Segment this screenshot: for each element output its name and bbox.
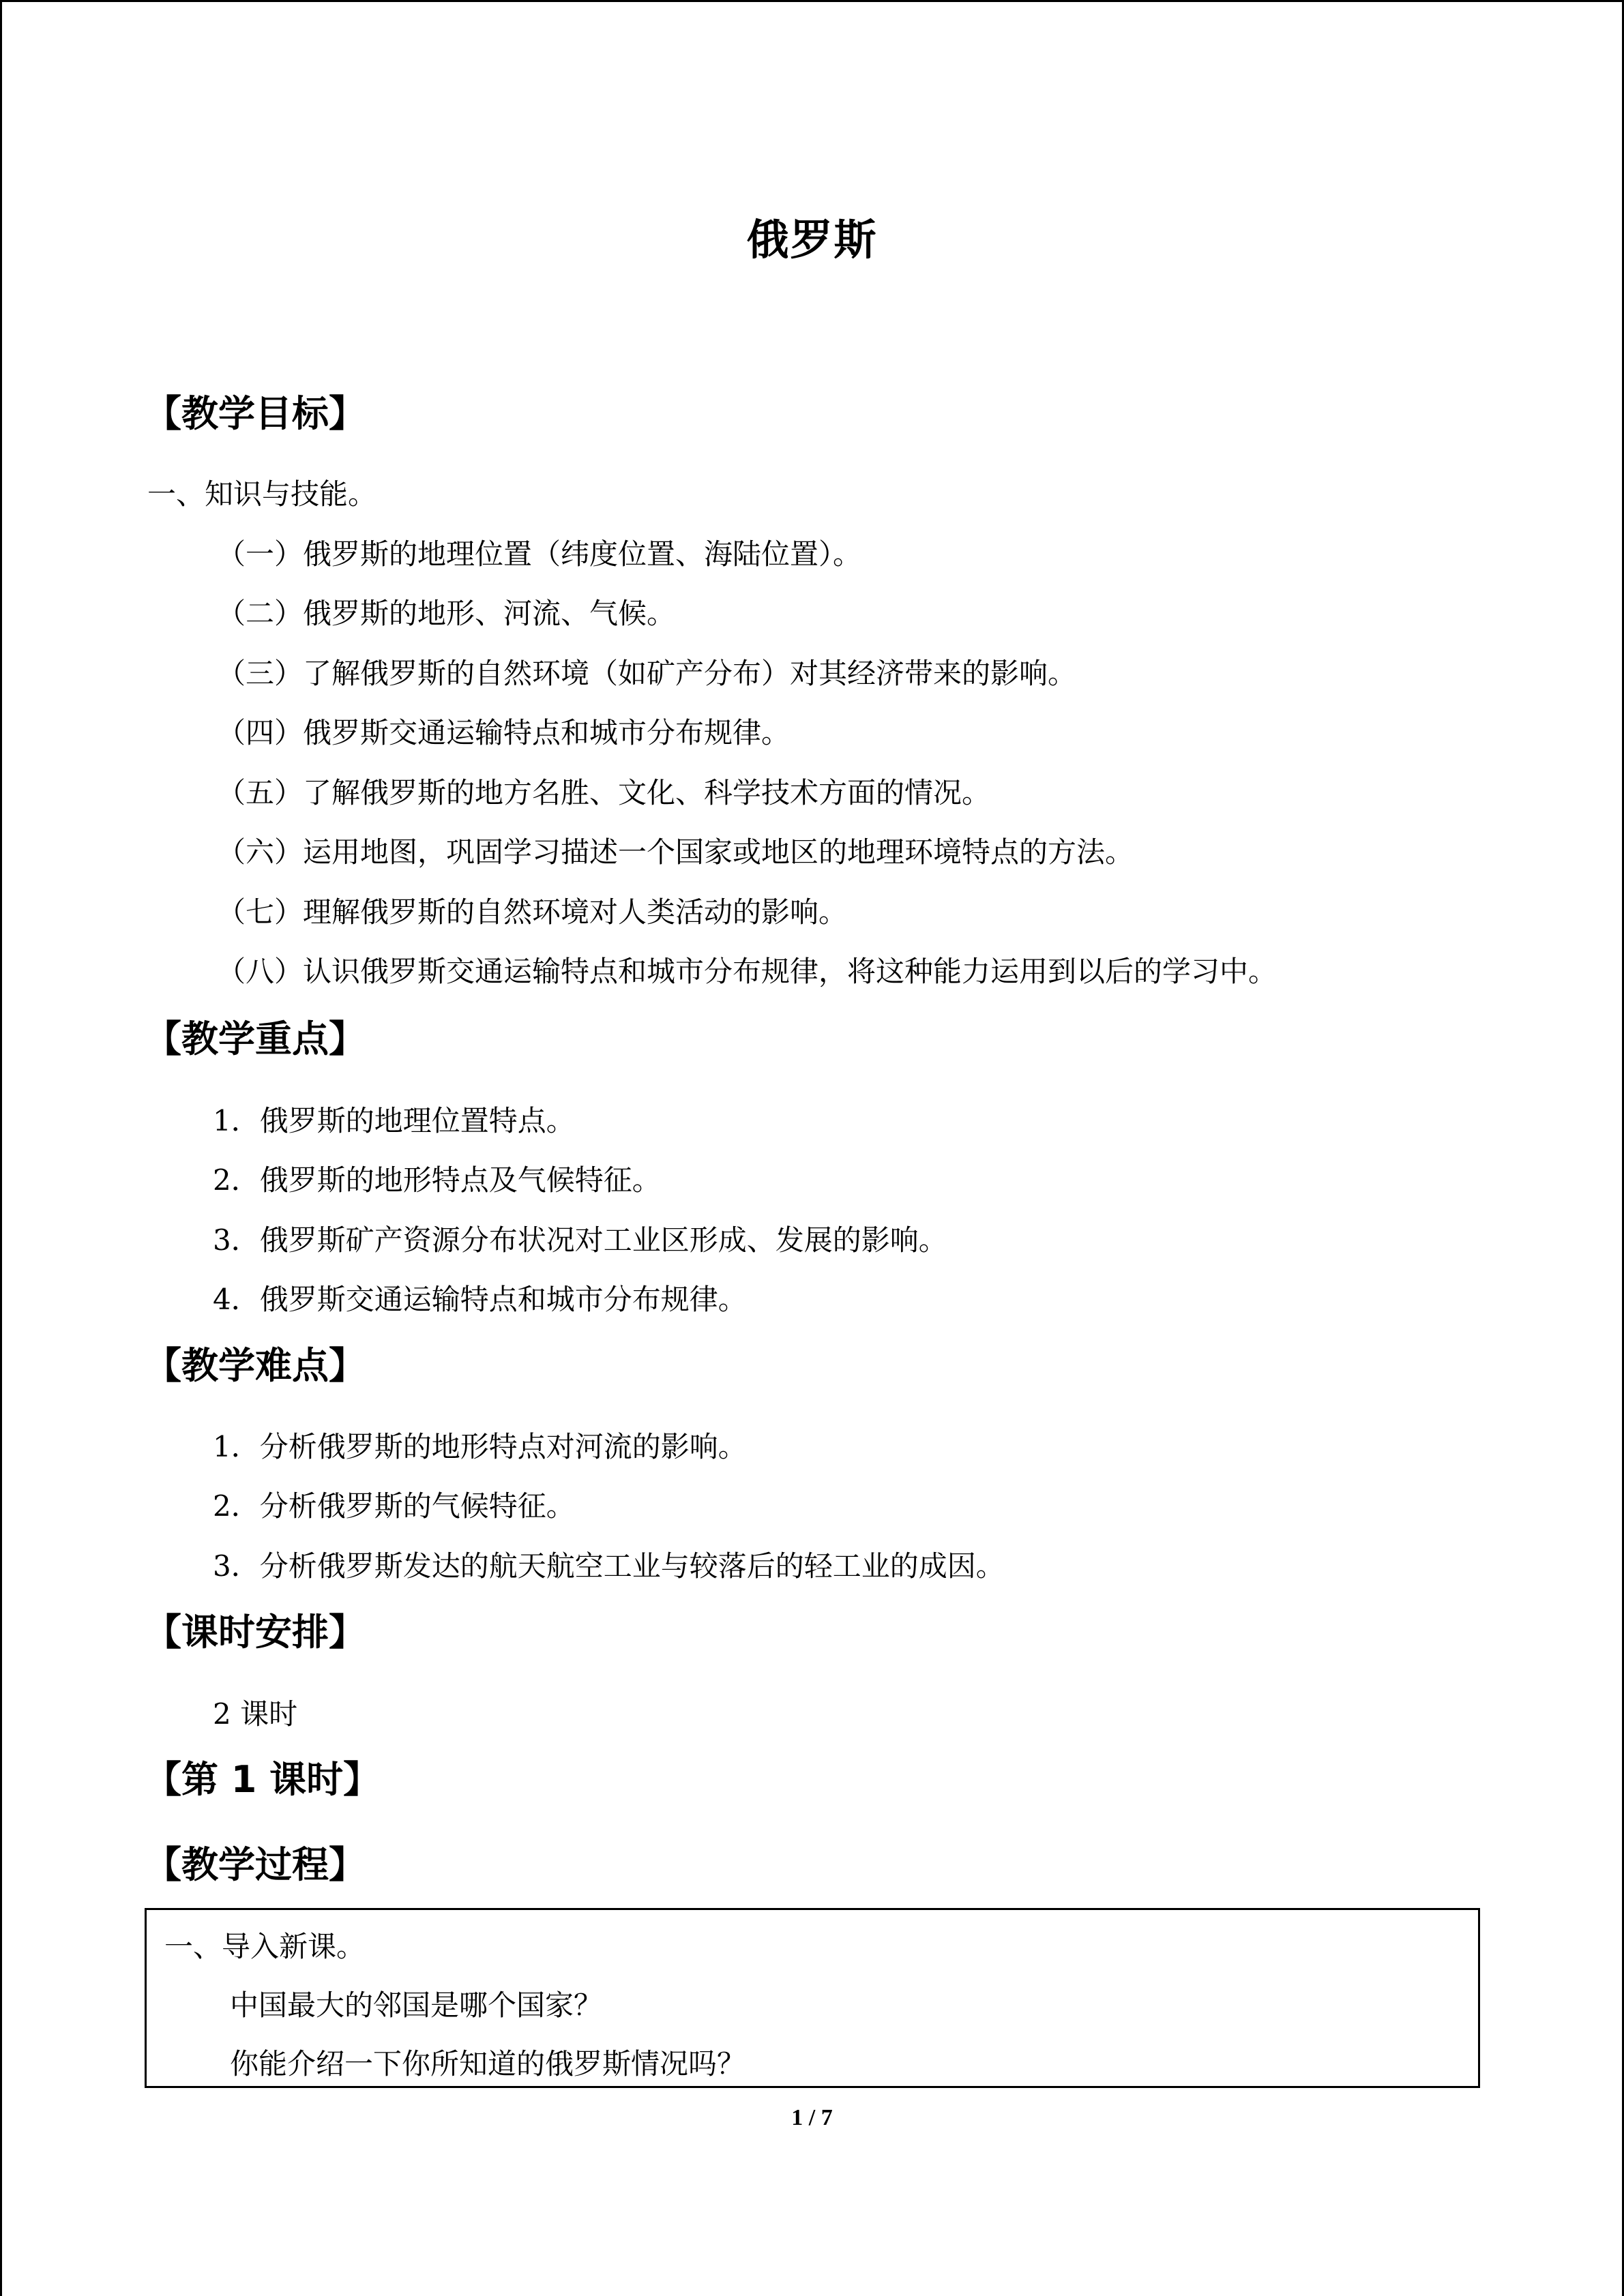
objective-item: （二）俄罗斯的地形、河流、气候。 (217, 597, 676, 630)
process-question: 你能介绍一下你所知道的俄罗斯情况吗？ (230, 2047, 746, 2081)
process-box (145, 1908, 1480, 2088)
schedule-heading: 【课时安排】 (145, 1611, 366, 1654)
key-point-item: 4．俄罗斯交通运输特点和城市分布规律。 (213, 1283, 747, 1316)
objective-item: （八）认识俄罗斯交通运输特点和城市分布规律，将这种能力运用到以后的学习中。 (217, 955, 1278, 988)
objective-item: （五）了解俄罗斯的地方名胜、文化、科学技术方面的情况。 (217, 776, 991, 809)
objectives-category: 一、知识与技能。 (147, 477, 377, 511)
process-heading: 【教学过程】 (145, 1843, 366, 1886)
difficulties-heading: 【教学难点】 (145, 1344, 366, 1387)
key-points-heading: 【教学重点】 (145, 1017, 366, 1060)
schedule-value: 2 课时 (213, 1697, 298, 1731)
document-title: 俄罗斯 (746, 215, 878, 265)
lesson-heading: 【第 1 课时】 (145, 1758, 381, 1801)
page-border-top (0, 0, 1624, 2)
objectives-heading: 【教学目标】 (145, 392, 366, 435)
difficulty-item: 1．分析俄罗斯的地形特点对河流的影响。 (213, 1430, 747, 1463)
objective-item: （四）俄罗斯交通运输特点和城市分布规律。 (217, 716, 791, 749)
page-border-left (0, 0, 2, 2296)
objective-item: （一）俄罗斯的地理位置（纬度位置、海陆位置）。 (217, 537, 862, 571)
key-point-item: 2．俄罗斯的地形特点及气候特征。 (213, 1163, 661, 1197)
objective-item: （七）理解俄罗斯的自然环境对人类活动的影响。 (217, 895, 848, 929)
key-point-item: 3．俄罗斯矿产资源分布状况对工业区形成、发展的影响。 (213, 1223, 947, 1257)
process-step-title: 一、导入新课。 (164, 1930, 366, 1963)
objective-item: （六）运用地图，巩固学习描述一个国家或地区的地理环境特点的方法。 (217, 835, 1134, 869)
process-question: 中国最大的邻国是哪个国家？ (230, 1988, 603, 2022)
difficulty-item: 2．分析俄罗斯的气候特征。 (213, 1489, 575, 1523)
difficulty-item: 3．分析俄罗斯发达的航天航空工业与较落后的轻工业的成因。 (213, 1549, 1005, 1583)
objective-item: （三）了解俄罗斯的自然环境（如矿产分布）对其经济带来的影响。 (217, 657, 1077, 690)
page-indicator: 1 / 7 (791, 2105, 833, 2130)
key-point-item: 1．俄罗斯的地理位置特点。 (213, 1104, 575, 1137)
